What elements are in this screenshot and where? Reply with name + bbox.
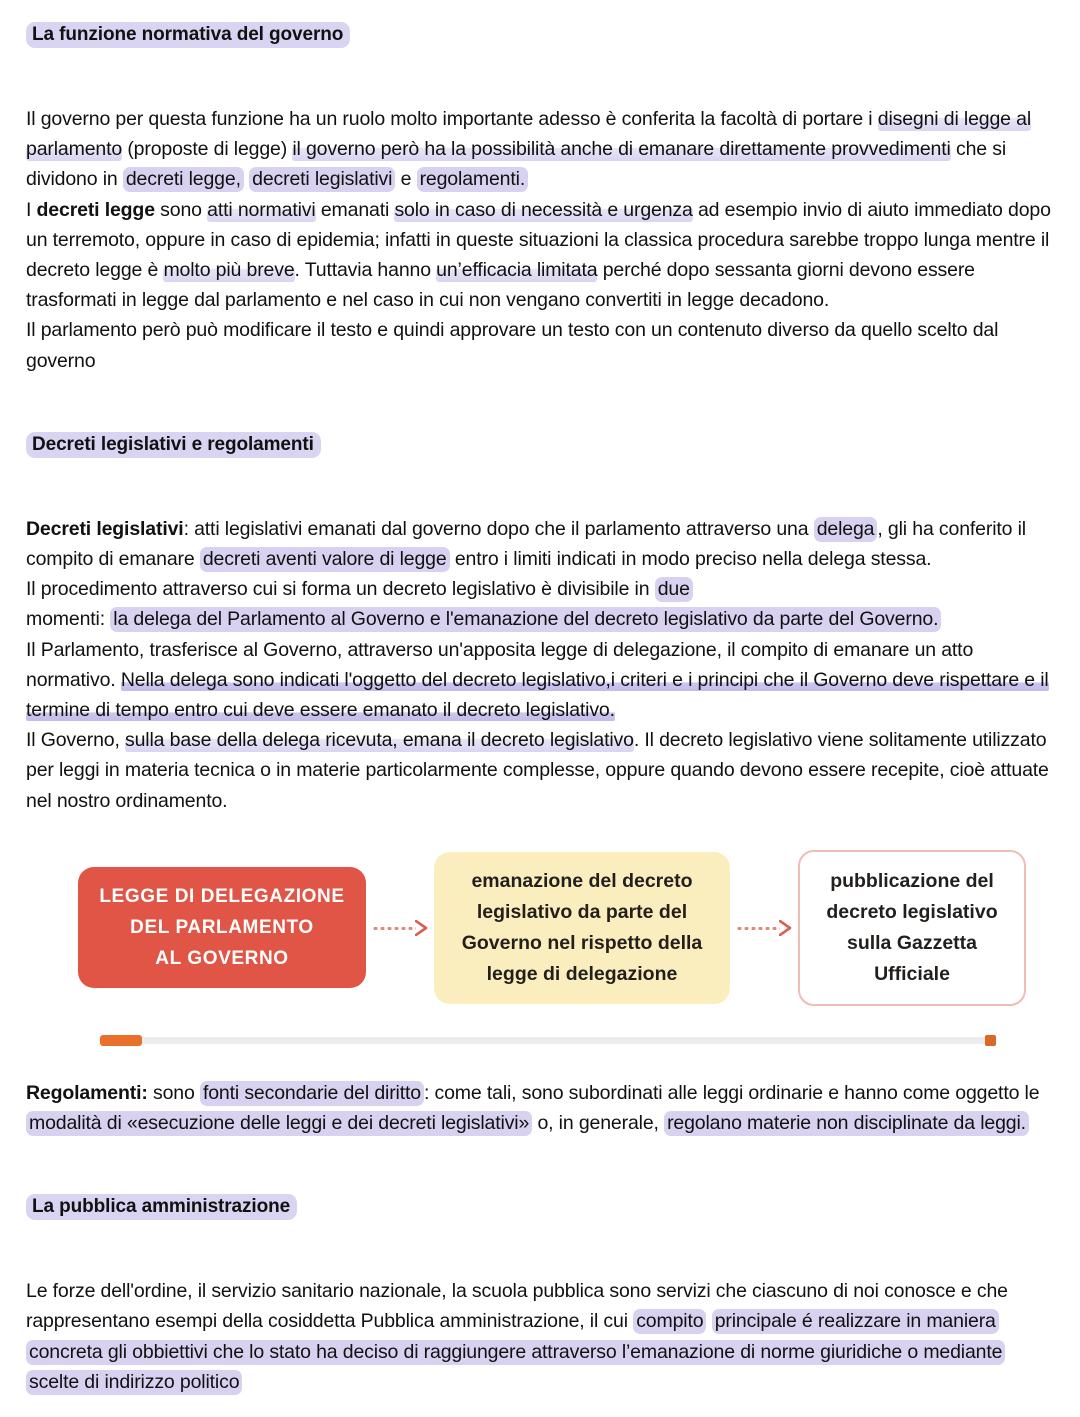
highlight-run: due	[655, 577, 693, 602]
spacer	[26, 1048, 1054, 1078]
heading-highlight: Decreti legislativi e regolamenti	[26, 432, 321, 458]
text-run: ad esempio invio di aiuto immediato dopo un terremoto, oppure in caso di epidemia; infatti in queste situazioni la classica procedura sarebbe troppo lunga mentre il decreto legge è	[26, 198, 1051, 282]
paragraph-governo-emana	[26, 725, 1054, 816]
text-run: Il procedimento attraverso cui si forma un decreto legislativo è divisibile in	[26, 578, 655, 601]
text-run: Il Governo,	[26, 729, 125, 752]
diagram-line: legislativo da parte del	[476, 900, 688, 923]
text-run: emanati	[315, 198, 395, 221]
paragraph-parlamento-modifica	[26, 315, 1054, 375]
text-run: . Il decreto legislativo viene solitamente utilizzato per leggi in materia tecnica o in materie particolarmente complesse, oppure quando devono essere recepite, cioè attuate nel nostro ordinamento.	[26, 729, 1049, 812]
arrow-head-icon	[415, 920, 428, 936]
text-run: . Tuttavia hanno	[294, 259, 437, 282]
spacer	[26, 1220, 1054, 1276]
text-run: , gli ha conferito il compito di emanare	[26, 517, 1026, 571]
paragraph-regolamenti	[26, 1078, 1054, 1138]
horizontal-scrollbar[interactable]	[26, 1030, 1054, 1048]
highlight-run: regolamenti.	[417, 167, 529, 192]
highlight-run: molto più breve	[163, 259, 295, 282]
bold-term-decreti-legislativi: Decreti legislativi	[26, 517, 184, 540]
spacer	[26, 1138, 1054, 1194]
paragraph-parlamento-trasferisce	[26, 635, 1054, 726]
text-run	[706, 1310, 711, 1332]
text-run: I	[26, 198, 37, 221]
spacer	[26, 376, 1054, 432]
diagram-box-text	[462, 866, 703, 990]
highlight-run: la delega del Parlamento al Governo e l'emanazione del decreto legislativo da parte del Governo.	[110, 607, 941, 632]
highlight-run: decreti legge,	[123, 167, 244, 192]
diagram-box-text	[99, 881, 344, 974]
highlight-run: decreti aventi valore di legge	[200, 547, 450, 572]
highlight-run: principale é realizzare in maniera concreta gli obbiettivi che lo stato ha deciso di raggiungere attraverso l’emanazione di norme giuridiche o mediante scelte di indirizzo politico	[26, 1309, 1005, 1394]
text-run: : come tali, sono subordinati alle leggi ordinarie e hanno come oggetto le	[423, 1081, 1040, 1104]
text-run: Il Parlamento, trasferisce al Governo, attraverso un'apposita legge di delegazione, il compito di emanare un atto normativo.	[26, 638, 974, 691]
spacer	[26, 458, 1054, 514]
diagram-line: LEGGE DI DELEGAZIONE	[99, 886, 345, 908]
highlight-run: decreti legislativi	[249, 167, 395, 192]
arrow-right-icon-2	[730, 916, 798, 940]
arrow-dots	[736, 927, 780, 930]
scrollbar-end-marker	[985, 1035, 996, 1046]
text-run: sono	[154, 198, 208, 221]
paragraph-decreti-legislativi-def	[26, 514, 1054, 574]
highlight-run: modalità di «esecuzione delle leggi e dei decreti legislativi»	[26, 1111, 532, 1136]
flow-diagram	[26, 850, 1054, 1006]
bold-term-regolamenti: Regolamenti:	[26, 1081, 148, 1104]
paragraph-funzione-normativa-1	[26, 104, 1054, 195]
text-run: Il governo per questa funzione ha un ruolo molto importante adesso è conferita la facoltà di portare i	[26, 108, 878, 130]
text-run: sono	[147, 1081, 200, 1104]
diagram-line: sulla Gazzetta	[846, 931, 978, 954]
diagram-line: AL GOVERNO	[155, 948, 289, 970]
text-run: : atti legislativi emanati dal governo dopo che il parlamento attraverso una	[183, 517, 814, 540]
section-heading-funzione-normativa	[26, 22, 1054, 48]
scrollbar-track[interactable]	[100, 1037, 996, 1044]
section-heading-pubblica-amministrazione	[26, 1194, 1054, 1220]
heading-highlight: La pubblica amministrazione	[26, 1194, 297, 1220]
diagram-box-legge-delegazione	[78, 867, 366, 988]
text-run: e	[395, 168, 417, 191]
spacer	[26, 48, 1054, 104]
diagram-line: legge di delegazione	[486, 962, 678, 985]
highlight-run: il governo però ha la possibilità anche di emanare direttamente provvedimenti	[292, 138, 951, 161]
text-run: che si dividono in	[26, 138, 1007, 191]
diagram-box-text	[826, 866, 997, 990]
paragraph-decreti-legge	[26, 195, 1054, 316]
diagram-box-emanazione-decreto	[434, 852, 730, 1004]
text-run: o, in generale,	[532, 1112, 665, 1135]
highlight-run: delega	[814, 517, 878, 542]
highlight-run: sulla base della delega ricevuta, emana il decreto legislativo	[125, 729, 634, 752]
diagram-line: decreto legislativo	[826, 900, 998, 923]
diagram-line: DEL PARLAMENTO	[130, 917, 314, 939]
highlight-run: solo in caso di necessità e urgenza	[394, 198, 693, 221]
arrow-dots	[372, 927, 416, 930]
paragraph-pubblica-amministrazione	[26, 1276, 1054, 1397]
diagram-line: emanazione del decreto	[471, 869, 693, 892]
highlight-run: un’efficacia limitata	[436, 259, 598, 282]
highlight-run: compito	[633, 1309, 706, 1334]
diagram-line: pubblicazione del	[830, 869, 994, 892]
highlight-run: fonti secondarie del diritto	[200, 1081, 424, 1106]
highlight-run: regolano materie non disciplinate da leggi.	[664, 1111, 1029, 1136]
text-run: Il parlamento però può modificare il testo e quindi approvare un testo con un contenuto diverso da quello scelto dal governo	[26, 319, 999, 372]
heading-highlight: La funzione normativa del governo	[26, 22, 350, 48]
arrow-right-icon-1	[366, 916, 434, 940]
highlight-run: disegni di legge al parlamento	[26, 108, 1032, 161]
diagram-line: Governo nel rispetto della	[461, 931, 703, 954]
text-run: entro i limiti indicati in modo preciso nella delega stessa.	[449, 548, 932, 571]
text-run: Le forze dell'ordine, il servizio sanitario nazionale, la scuola pubblica sono servizi che ciascuno di noi conosce e che rappresentano esempi della cosiddetta Pubblica amministrazione, il cui	[26, 1280, 1008, 1333]
diagram-box-pubblicazione	[798, 850, 1026, 1006]
bold-term-decreti-legge: decreti legge	[36, 198, 155, 221]
text-run: momenti:	[26, 608, 111, 631]
diagram-line: Ufficiale	[874, 962, 950, 985]
highlight-run: Nella delega sono indicati l'oggetto del decreto legislativo,i criteri e i principi che il Governo deve rispettare e il termine di tempo entro cui deve essere emanato il decreto legislativo.	[26, 668, 1049, 722]
paragraph-procedimento	[26, 574, 1054, 634]
section-heading-decreti-legislativi	[26, 432, 1054, 458]
highlight-run: atti normativi	[207, 198, 316, 221]
scrollbar-thumb[interactable]	[100, 1035, 142, 1046]
arrow-head-icon	[779, 920, 792, 936]
text-run: perché dopo sessanta giorni devono essere trasformati in legge dal parlamento e nel caso in cui non vengano convertiti in legge decadono.	[26, 259, 975, 312]
text-run: (proposte di legge)	[122, 138, 293, 161]
